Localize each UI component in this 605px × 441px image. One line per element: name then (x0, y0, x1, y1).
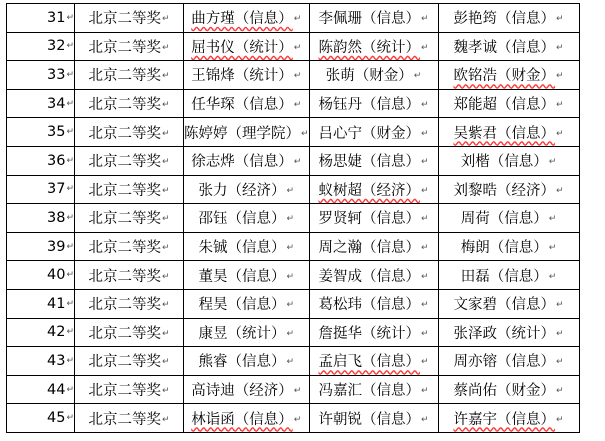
winner-3-cell[interactable] (438, 404, 579, 433)
table-row (7, 261, 580, 290)
winner-2-cell[interactable] (309, 347, 438, 376)
row-number-cell[interactable] (7, 4, 75, 33)
winner-2-text: 罗贤轲（信息） (318, 211, 421, 228)
winner-2-text: 张萌（财金） (325, 68, 413, 85)
winner-1-cell[interactable] (184, 146, 310, 175)
winner-3-text: 梅朗（信息） (460, 240, 548, 257)
paragraph-mark-icon: ↵ (161, 328, 170, 339)
winner-3-text: 刘楷（信息） (460, 154, 548, 171)
paragraph-mark-icon: ↵ (66, 98, 74, 109)
winner-3-text: 蔡尚佑（财金） (453, 383, 556, 400)
winner-3-text: 郑能超（信息） (453, 97, 556, 114)
winner-3-cell[interactable] (438, 232, 579, 261)
winner-1-cell[interactable] (184, 289, 310, 318)
paragraph-mark-icon: ↵ (66, 69, 74, 80)
paragraph-mark-icon: ↵ (548, 271, 557, 282)
winner-1-cell[interactable] (184, 318, 310, 347)
winner-2-cell[interactable] (309, 146, 438, 175)
award-level-cell[interactable] (75, 175, 184, 204)
award-level-text: 北京二等奖 (88, 268, 161, 285)
winner-3-text: 吴紫君（信息） (453, 125, 556, 142)
paragraph-mark-icon: ↵ (556, 14, 564, 25)
paragraph-mark-icon: ↵ (293, 42, 302, 53)
row-number-cell[interactable] (7, 289, 75, 318)
row-number-cell[interactable] (7, 175, 75, 204)
row-number-text: 39 (47, 238, 66, 255)
award-table (6, 3, 580, 433)
winner-1-text: 邵钰（信息） (198, 211, 286, 228)
award-level-text: 北京二等奖 (88, 297, 161, 314)
award-level-cell[interactable] (75, 232, 184, 261)
paragraph-mark-icon: ↵ (161, 386, 170, 397)
table-row (7, 61, 580, 90)
winner-2-text: 李佩珊（信息） (318, 11, 421, 28)
award-level-text: 北京二等奖 (88, 354, 161, 371)
paragraph-mark-icon: ↵ (161, 414, 170, 425)
winner-1-text: 程昊（信息） (198, 297, 286, 314)
paragraph-mark-icon: ↵ (66, 155, 74, 166)
paragraph-mark-icon: ↵ (161, 214, 170, 225)
winner-2-cell[interactable] (309, 318, 438, 347)
paragraph-mark-icon: ↵ (556, 185, 564, 196)
award-level-text: 北京二等奖 (88, 11, 161, 28)
table-row (7, 232, 580, 261)
winner-1-cell[interactable] (184, 89, 310, 118)
winner-3-text: 周荷（信息） (460, 211, 548, 228)
winner-3-text: 欧铭浩（财金） (453, 68, 556, 85)
winner-2-text: 杨钰丹（信息） (318, 97, 421, 114)
paragraph-mark-icon: ↵ (161, 71, 170, 82)
award-level-text: 北京二等奖 (88, 68, 161, 85)
award-level-cell[interactable] (75, 32, 184, 61)
award-level-text: 北京二等奖 (88, 182, 161, 199)
award-level-text: 北京二等奖 (88, 325, 161, 342)
winner-1-text: 陈婷婷（理学院） (184, 125, 300, 142)
paragraph-mark-icon: ↵ (421, 414, 429, 425)
paragraph-mark-icon: ↵ (556, 414, 564, 425)
winner-2-text: 陈韵然（统计） (318, 39, 421, 56)
winner-3-text: 张泽政（统计） (453, 325, 556, 342)
paragraph-mark-icon: ↵ (66, 212, 74, 223)
winner-3-text: 彭艳筠（信息） (453, 11, 556, 28)
paragraph-mark-icon: ↵ (66, 413, 74, 424)
paragraph-mark-icon: ↵ (286, 300, 295, 311)
paragraph-mark-icon: ↵ (66, 12, 74, 23)
row-number-cell[interactable] (7, 89, 75, 118)
paragraph-mark-icon: ↵ (548, 157, 557, 168)
paragraph-mark-icon: ↵ (556, 357, 564, 368)
table-row (7, 146, 580, 175)
winner-1-cell[interactable] (184, 4, 310, 33)
winner-2-text: 许朝锐（信息） (318, 411, 421, 428)
winner-3-cell[interactable] (438, 261, 579, 290)
row-number-text: 44 (47, 381, 66, 398)
paragraph-mark-icon: ↵ (66, 184, 74, 195)
paragraph-mark-icon: ↵ (66, 127, 74, 138)
winner-3-cell[interactable] (438, 89, 579, 118)
winner-1-text: 张力（经济） (198, 182, 286, 199)
winner-2-cell[interactable] (309, 232, 438, 261)
table-row (7, 118, 580, 147)
row-number-text: 34 (47, 95, 66, 112)
paragraph-mark-icon: ↵ (161, 157, 170, 168)
winner-2-text: 冯嘉汇（信息） (318, 383, 421, 400)
paragraph-mark-icon: ↵ (556, 328, 564, 339)
winner-2-text: 周之瀚（信息） (318, 240, 421, 257)
winner-1-text: 董昊（信息） (198, 268, 286, 285)
row-number-cell[interactable] (7, 347, 75, 376)
award-level-text: 北京二等奖 (88, 211, 161, 228)
winner-3-cell[interactable] (438, 175, 579, 204)
winner-3-text: 刘黎晧（经济） (453, 182, 556, 199)
paragraph-mark-icon: ↵ (286, 185, 295, 196)
paragraph-mark-icon: ↵ (421, 357, 429, 368)
row-number-cell[interactable] (7, 261, 75, 290)
paragraph-mark-icon: ↵ (556, 300, 564, 311)
table-row (7, 32, 580, 61)
award-level-text: 北京二等奖 (88, 154, 161, 171)
paragraph-mark-icon: ↵ (161, 128, 170, 139)
award-level-text: 北京二等奖 (88, 125, 161, 142)
paragraph-mark-icon: ↵ (293, 414, 302, 425)
paragraph-mark-icon: ↵ (556, 42, 564, 53)
paragraph-mark-icon: ↵ (161, 14, 170, 25)
award-level-text: 北京二等奖 (88, 240, 161, 257)
winner-3-cell[interactable] (438, 118, 579, 147)
winner-2-cell[interactable] (309, 118, 438, 147)
winner-2-text: 吕心宁（财金） (318, 125, 421, 142)
winner-1-cell[interactable] (184, 61, 310, 90)
paragraph-mark-icon: ↵ (421, 185, 429, 196)
paragraph-mark-icon: ↵ (556, 71, 564, 82)
winner-1-text: 徐志烨（信息） (191, 154, 293, 171)
winner-2-text: 蚁树超（经济） (318, 182, 421, 199)
winner-2-cell[interactable] (309, 61, 438, 90)
winner-1-text: 高诗迪（经济） (191, 383, 293, 400)
paragraph-mark-icon: ↵ (161, 300, 170, 311)
winner-3-text: 田磊（信息） (460, 268, 548, 285)
winner-2-text: 詹挺华（统计） (318, 325, 421, 342)
paragraph-mark-icon: ↵ (556, 128, 564, 139)
winner-1-cell[interactable] (184, 175, 310, 204)
row-number-cell[interactable] (7, 375, 75, 404)
paragraph-mark-icon: ↵ (421, 386, 429, 397)
row-number-text: 40 (47, 267, 66, 284)
winner-1-cell[interactable] (184, 347, 310, 376)
winner-3-cell[interactable] (438, 375, 579, 404)
paragraph-mark-icon: ↵ (161, 243, 170, 254)
paragraph-mark-icon: ↵ (293, 157, 302, 168)
award-table-body (7, 4, 580, 433)
paragraph-mark-icon: ↵ (421, 42, 429, 53)
row-number-cell[interactable] (7, 318, 75, 347)
paragraph-mark-icon: ↵ (548, 214, 557, 225)
paragraph-mark-icon: ↵ (161, 42, 170, 53)
winner-2-cell[interactable] (309, 4, 438, 33)
award-level-cell[interactable] (75, 118, 184, 147)
paragraph-mark-icon: ↵ (421, 300, 429, 311)
table-row (7, 4, 580, 33)
row-number-text: 31 (47, 9, 66, 26)
paragraph-mark-icon: ↵ (421, 100, 429, 111)
award-level-text: 北京二等奖 (88, 411, 161, 428)
paragraph-mark-icon: ↵ (66, 241, 74, 252)
award-level-cell[interactable] (75, 261, 184, 290)
paragraph-mark-icon: ↵ (556, 386, 564, 397)
winner-1-text: 王锦烽（统计） (191, 68, 293, 85)
paragraph-mark-icon: ↵ (66, 384, 74, 395)
row-number-text: 36 (47, 152, 66, 169)
winner-2-text: 杨思婕（信息） (318, 154, 421, 171)
award-level-cell[interactable] (75, 204, 184, 233)
paragraph-mark-icon: ↵ (161, 357, 170, 368)
award-level-cell[interactable] (75, 89, 184, 118)
paragraph-mark-icon: ↵ (161, 271, 170, 282)
paragraph-mark-icon: ↵ (421, 328, 429, 339)
winner-2-text: 葛松玮（信息） (318, 297, 421, 314)
row-number-cell[interactable] (7, 404, 75, 433)
award-level-cell[interactable] (75, 146, 184, 175)
table-row (7, 318, 580, 347)
paragraph-mark-icon: ↵ (161, 185, 170, 196)
paragraph-mark-icon: ↵ (421, 271, 429, 282)
table-row (7, 404, 580, 433)
row-number-cell[interactable] (7, 232, 75, 261)
winner-3-cell[interactable] (438, 32, 579, 61)
winner-2-cell[interactable] (309, 32, 438, 61)
winner-2-cell[interactable] (309, 404, 438, 433)
winner-2-cell[interactable] (309, 89, 438, 118)
paragraph-mark-icon: ↵ (286, 214, 295, 225)
paragraph-mark-icon: ↵ (421, 14, 429, 25)
winner-1-text: 朱铖（信息） (198, 240, 286, 257)
row-number-cell[interactable] (7, 204, 75, 233)
winner-1-cell[interactable] (184, 118, 310, 147)
winner-3-text: 魏孝诚（信息） (453, 39, 556, 56)
winner-2-cell[interactable] (309, 289, 438, 318)
row-number-text: 35 (47, 124, 66, 141)
winner-3-text: 周亦镕（信息） (453, 354, 556, 371)
paragraph-mark-icon: ↵ (293, 100, 302, 111)
paragraph-mark-icon: ↵ (66, 270, 74, 281)
winner-3-cell[interactable] (438, 204, 579, 233)
paragraph-mark-icon: ↵ (286, 357, 295, 368)
winner-3-cell[interactable] (438, 289, 579, 318)
winner-1-text: 屈书仪（统计） (191, 39, 293, 56)
winner-3-cell[interactable] (438, 4, 579, 33)
winner-1-text: 熊睿（信息） (198, 354, 286, 371)
award-level-cell[interactable] (75, 347, 184, 376)
table-row (7, 175, 580, 204)
paragraph-mark-icon: ↵ (293, 71, 302, 82)
award-level-text: 北京二等奖 (88, 383, 161, 400)
table-row (7, 375, 580, 404)
table-row (7, 289, 580, 318)
winner-1-cell[interactable] (184, 32, 310, 61)
winner-2-text: 姜智成（信息） (318, 268, 421, 285)
award-level-cell[interactable] (75, 61, 184, 90)
award-level-cell[interactable] (75, 404, 184, 433)
paragraph-mark-icon: ↵ (66, 298, 74, 309)
paragraph-mark-icon: ↵ (66, 355, 74, 366)
winner-1-cell[interactable] (184, 232, 310, 261)
paragraph-mark-icon: ↵ (421, 243, 429, 254)
paragraph-mark-icon: ↵ (286, 328, 295, 339)
winner-3-cell[interactable] (438, 347, 579, 376)
winner-2-text: 孟启飞（信息） (318, 354, 421, 371)
table-row (7, 347, 580, 376)
paragraph-mark-icon: ↵ (161, 100, 170, 111)
winner-3-cell[interactable] (438, 61, 579, 90)
winner-2-cell[interactable] (309, 204, 438, 233)
paragraph-mark-icon: ↵ (66, 41, 74, 52)
award-level-cell[interactable] (75, 318, 184, 347)
winner-1-text: 康昱（统计） (198, 325, 286, 342)
row-number-text: 33 (47, 66, 66, 83)
award-level-cell[interactable] (75, 289, 184, 318)
paragraph-mark-icon: ↵ (286, 271, 295, 282)
award-level-cell[interactable] (75, 375, 184, 404)
table-row (7, 89, 580, 118)
winner-2-cell[interactable] (309, 261, 438, 290)
row-number-text: 45 (47, 410, 66, 427)
winner-3-cell[interactable] (438, 318, 579, 347)
winner-2-cell[interactable] (309, 175, 438, 204)
paragraph-mark-icon: ↵ (556, 100, 564, 111)
winner-1-text: 曲方瑾（信息） (191, 11, 293, 28)
table-row (7, 204, 580, 233)
row-number-cell[interactable] (7, 61, 75, 90)
winner-3-text: 许嘉宇（信息） (453, 411, 556, 428)
paragraph-mark-icon: ↵ (301, 128, 309, 139)
winner-3-cell[interactable] (438, 146, 579, 175)
row-number-text: 43 (47, 352, 66, 369)
paragraph-mark-icon: ↵ (286, 243, 295, 254)
paragraph-mark-icon: ↵ (548, 243, 557, 254)
winner-1-text: 林诣函（信息） (191, 411, 293, 428)
winner-1-cell[interactable] (184, 261, 310, 290)
winner-2-cell[interactable] (309, 375, 438, 404)
winner-3-text: 文家碧（信息） (453, 297, 556, 314)
row-number-cell[interactable] (7, 118, 75, 147)
row-number-text: 38 (47, 209, 66, 226)
paragraph-mark-icon: ↵ (413, 71, 422, 82)
row-number-text: 42 (47, 324, 66, 341)
award-level-text: 北京二等奖 (88, 39, 161, 56)
award-level-cell[interactable] (75, 4, 184, 33)
row-number-text: 37 (47, 181, 66, 198)
winner-1-text: 任华琛（信息） (191, 97, 293, 114)
winner-1-cell[interactable] (184, 404, 310, 433)
row-number-text: 41 (47, 295, 66, 312)
row-number-text: 32 (47, 38, 66, 55)
paragraph-mark-icon: ↵ (421, 214, 429, 225)
row-number-cell[interactable] (7, 146, 75, 175)
winner-1-cell[interactable] (184, 204, 310, 233)
paragraph-mark-icon: ↵ (421, 157, 429, 168)
paragraph-mark-icon: ↵ (66, 327, 74, 338)
award-level-text: 北京二等奖 (88, 97, 161, 114)
row-number-cell[interactable] (7, 32, 75, 61)
paragraph-mark-icon: ↵ (293, 386, 302, 397)
paragraph-mark-icon: ↵ (293, 14, 302, 25)
winner-1-cell[interactable] (184, 375, 310, 404)
paragraph-mark-icon: ↵ (421, 128, 429, 139)
